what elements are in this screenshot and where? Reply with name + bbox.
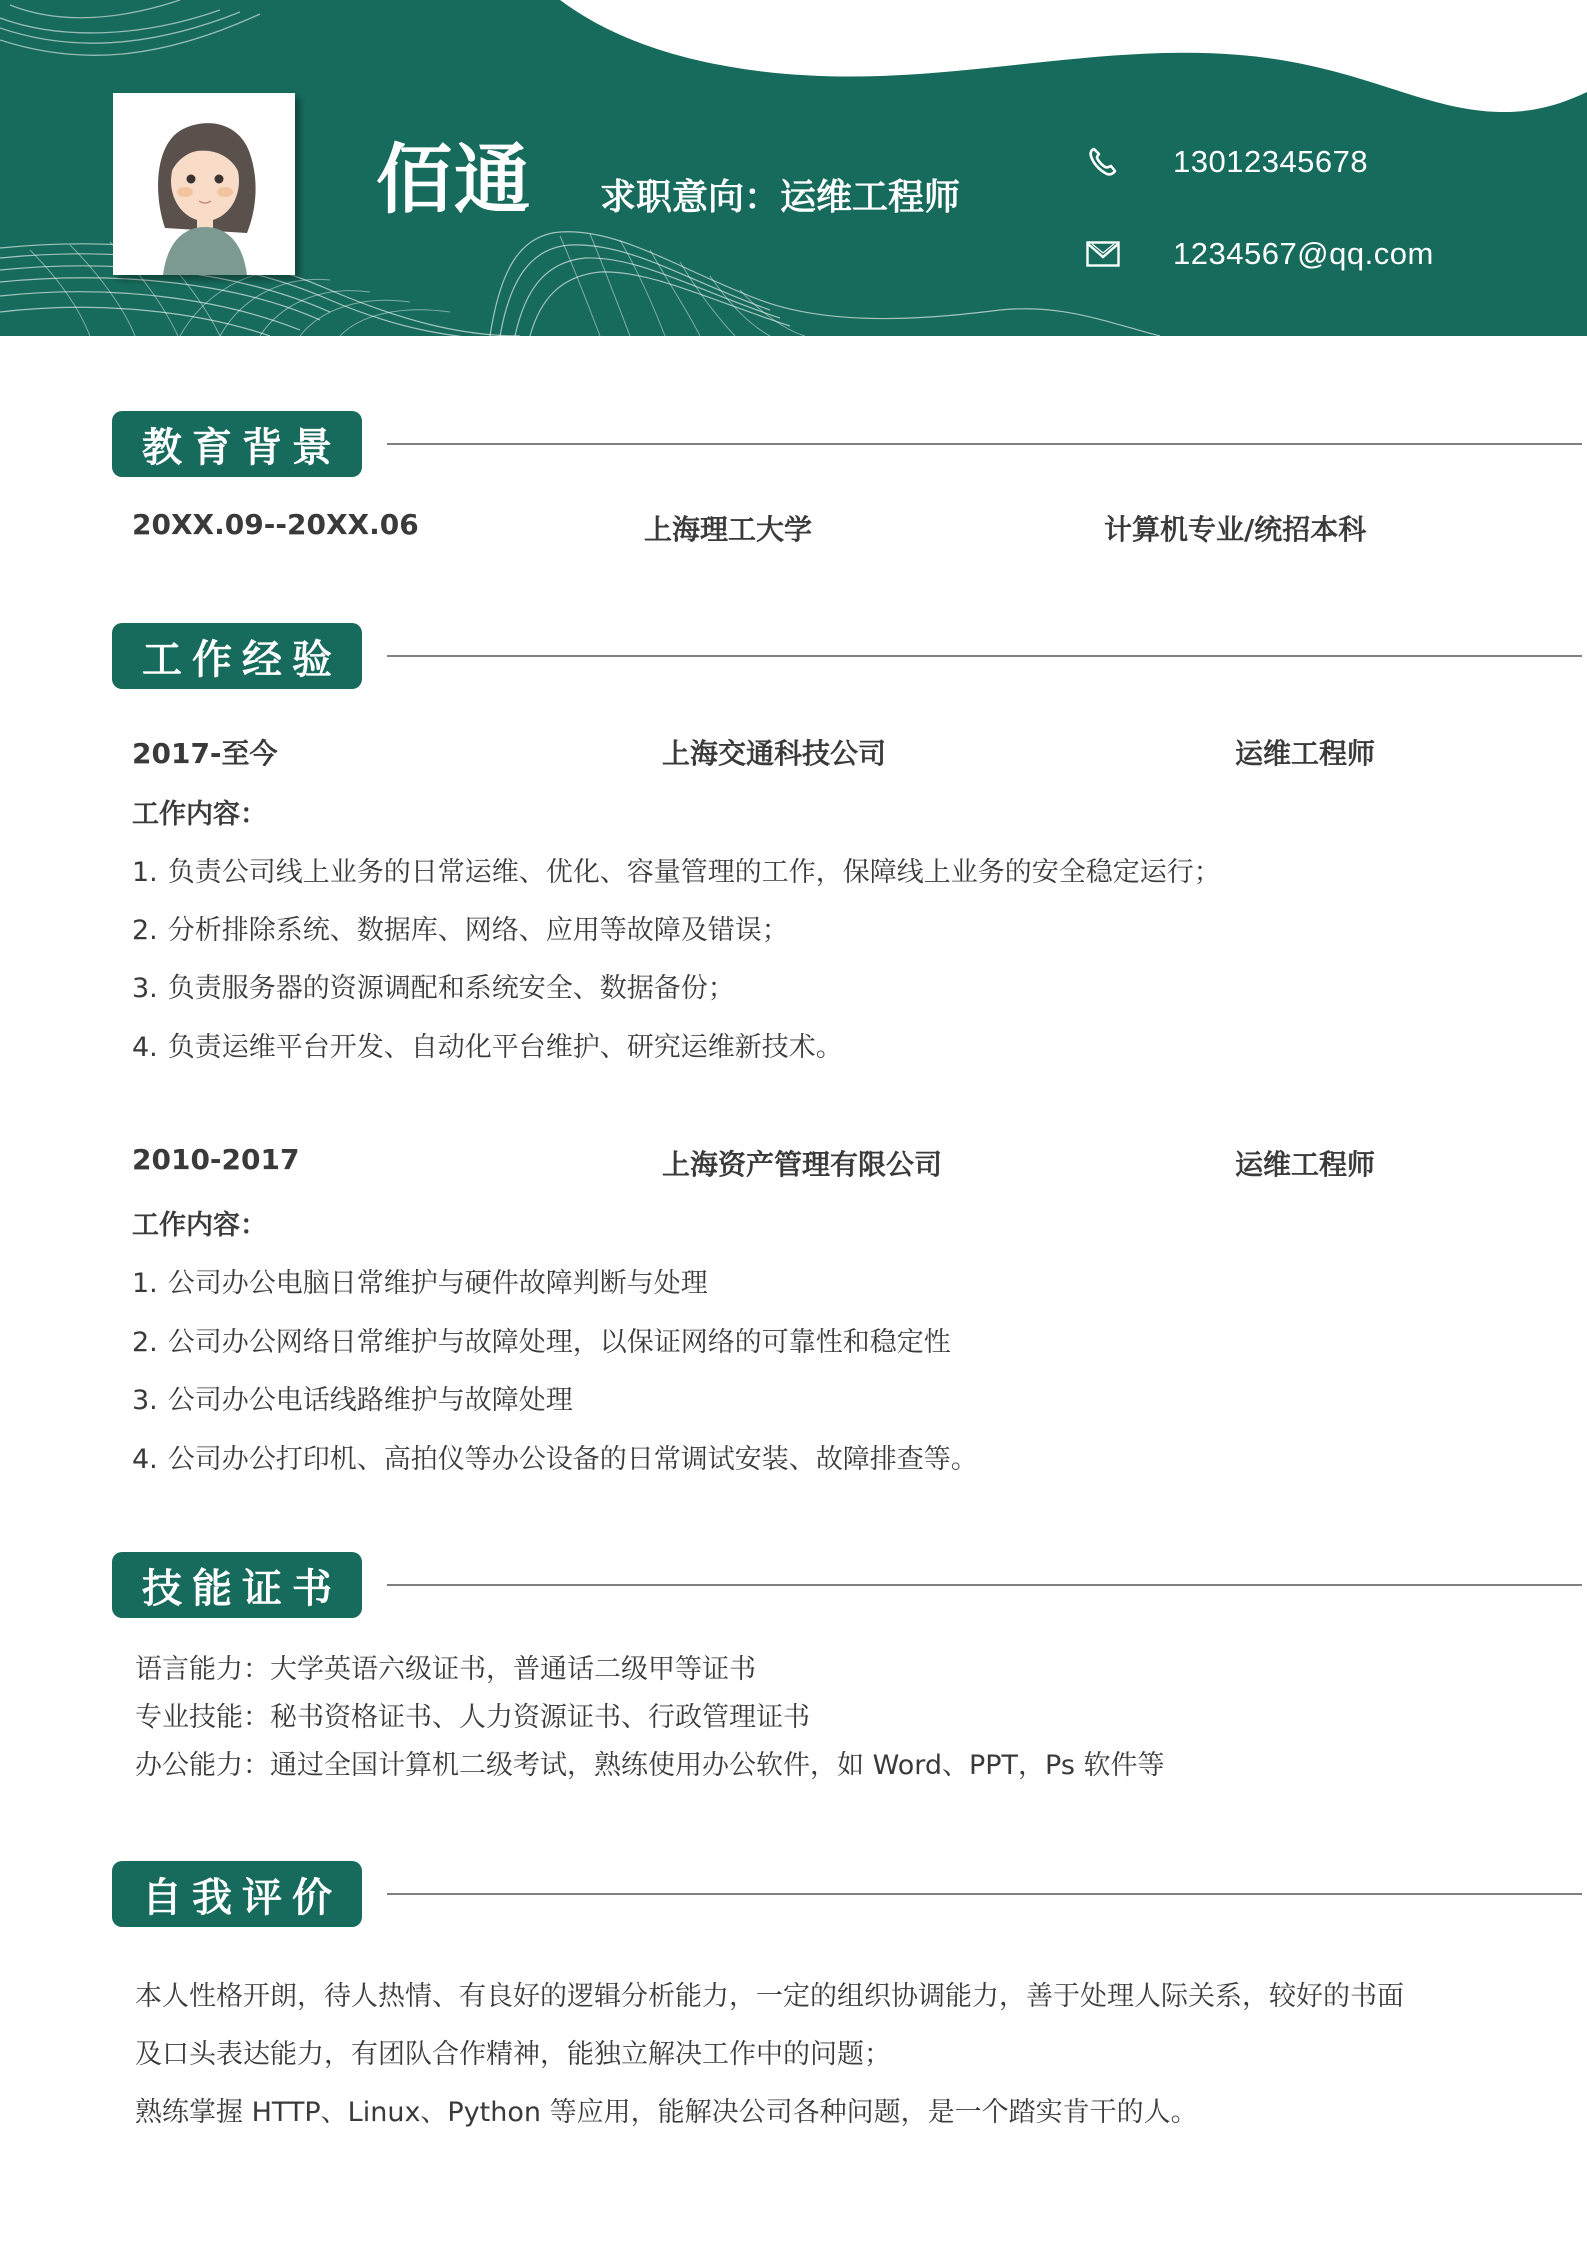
self-eval-text: 及口头表达能力，有团队合作精神，能独立解决工作中的问题；	[135, 2039, 891, 2070]
job-content-label: 工作内容：	[132, 799, 267, 830]
section-title: 自我评价	[112, 1861, 362, 1927]
job-period: 2017-至今	[132, 737, 278, 770]
item-text: 负责服务器的资源调配和系统安全、数据备份；	[167, 973, 735, 1004]
item-text: 分析排除系统、数据库、网络、应用等故障及错误；	[167, 915, 789, 946]
section-divider	[387, 443, 1582, 445]
item-number: 1.	[132, 857, 158, 888]
job-content-label: 工作内容：	[132, 1210, 267, 1241]
item-number: 2.	[132, 1327, 158, 1358]
section-divider	[387, 1893, 1582, 1895]
job-duty-item	[132, 966, 735, 1005]
section-title: 工作经验	[112, 623, 362, 689]
job-company: 上海交通科技公司	[662, 737, 887, 770]
job-duty-item	[132, 1437, 978, 1476]
section-title: 教育背景	[112, 411, 362, 477]
phone-number: 13012345678	[1173, 144, 1369, 179]
item-number: 3.	[132, 973, 158, 1004]
job-duty-item	[132, 850, 1221, 889]
mail-icon	[1085, 236, 1121, 272]
item-number: 4.	[132, 1444, 158, 1475]
section-work-header	[112, 623, 1472, 689]
resume-header	[0, 0, 1587, 336]
skill-item: 语言能力：大学英语六级证书，普通话二级甲等证书	[135, 1654, 756, 1685]
item-number: 3.	[132, 1385, 158, 1416]
email-address: 1234567@qq.com	[1173, 236, 1434, 271]
item-text: 负责运维平台开发、自动化平台维护、研究运维新技术。	[167, 1032, 843, 1063]
item-number: 4.	[132, 1032, 158, 1063]
candidate-name: 佰通	[376, 135, 532, 224]
skill-item: 办公能力：通过全国计算机二级考试，熟练使用办公软件，如 Word、PPT，Ps 软件等	[135, 1750, 1165, 1781]
job-intent: 求职意向：运维工程师	[600, 177, 961, 218]
job-duty-item	[132, 1320, 951, 1359]
job-duty-item	[132, 1378, 573, 1417]
skill-item: 专业技能：秘书资格证书、人力资源证书、行政管理证书	[135, 1702, 810, 1733]
contact-phone	[1085, 144, 1368, 180]
job-duty-item	[132, 1025, 843, 1064]
phone-icon	[1085, 144, 1121, 180]
education-row	[132, 508, 1382, 548]
item-number: 2.	[132, 915, 158, 946]
avatar	[113, 93, 295, 275]
self-eval-text: 熟练掌握 HTTP、Linux、Python 等应用，能解决公司各种问题，是一个踏实肯干的人。	[135, 2097, 1198, 2128]
item-number: 1.	[132, 1268, 158, 1299]
item-text: 公司办公打印机、高拍仪等办公设备的日常调试安装、故障排查等。	[167, 1444, 978, 1475]
item-text: 公司办公网络日常维护与故障处理，以保证网络的可靠性和稳定性	[167, 1327, 951, 1358]
section-divider	[387, 1584, 1582, 1586]
job-role: 运维工程师	[1235, 737, 1376, 770]
education-period: 20XX.09--20XX.06	[132, 508, 419, 541]
education-major: 计算机专业/统招本科	[1104, 513, 1367, 546]
section-divider	[387, 655, 1582, 657]
self-eval-text: 本人性格开朗，待人热情、有良好的逻辑分析能力，一定的组织协调能力，善于处理人际关系，较好的书面	[135, 1981, 1404, 2012]
job-row	[132, 1143, 1382, 1183]
job-company: 上海资产管理有限公司	[662, 1148, 943, 1181]
job-period: 2010-2017	[132, 1143, 300, 1176]
job-role: 运维工程师	[1235, 1148, 1376, 1181]
avatar-illustration	[113, 93, 295, 275]
contact-email	[1085, 236, 1434, 272]
section-self-eval-header	[112, 1861, 1472, 1927]
item-text: 公司办公电话线路维护与故障处理	[167, 1385, 573, 1416]
item-text: 负责公司线上业务的日常运维、优化、容量管理的工作，保障线上业务的安全稳定运行；	[167, 857, 1221, 888]
job-duty-item	[132, 1261, 708, 1300]
section-education-header	[112, 411, 1472, 477]
job-row	[132, 732, 1382, 772]
education-school: 上海理工大学	[644, 513, 813, 546]
section-title: 技能证书	[112, 1552, 362, 1618]
item-text: 公司办公电脑日常维护与硬件故障判断与处理	[167, 1268, 708, 1299]
section-skills-header	[112, 1552, 1472, 1618]
job-duty-item	[132, 908, 789, 947]
